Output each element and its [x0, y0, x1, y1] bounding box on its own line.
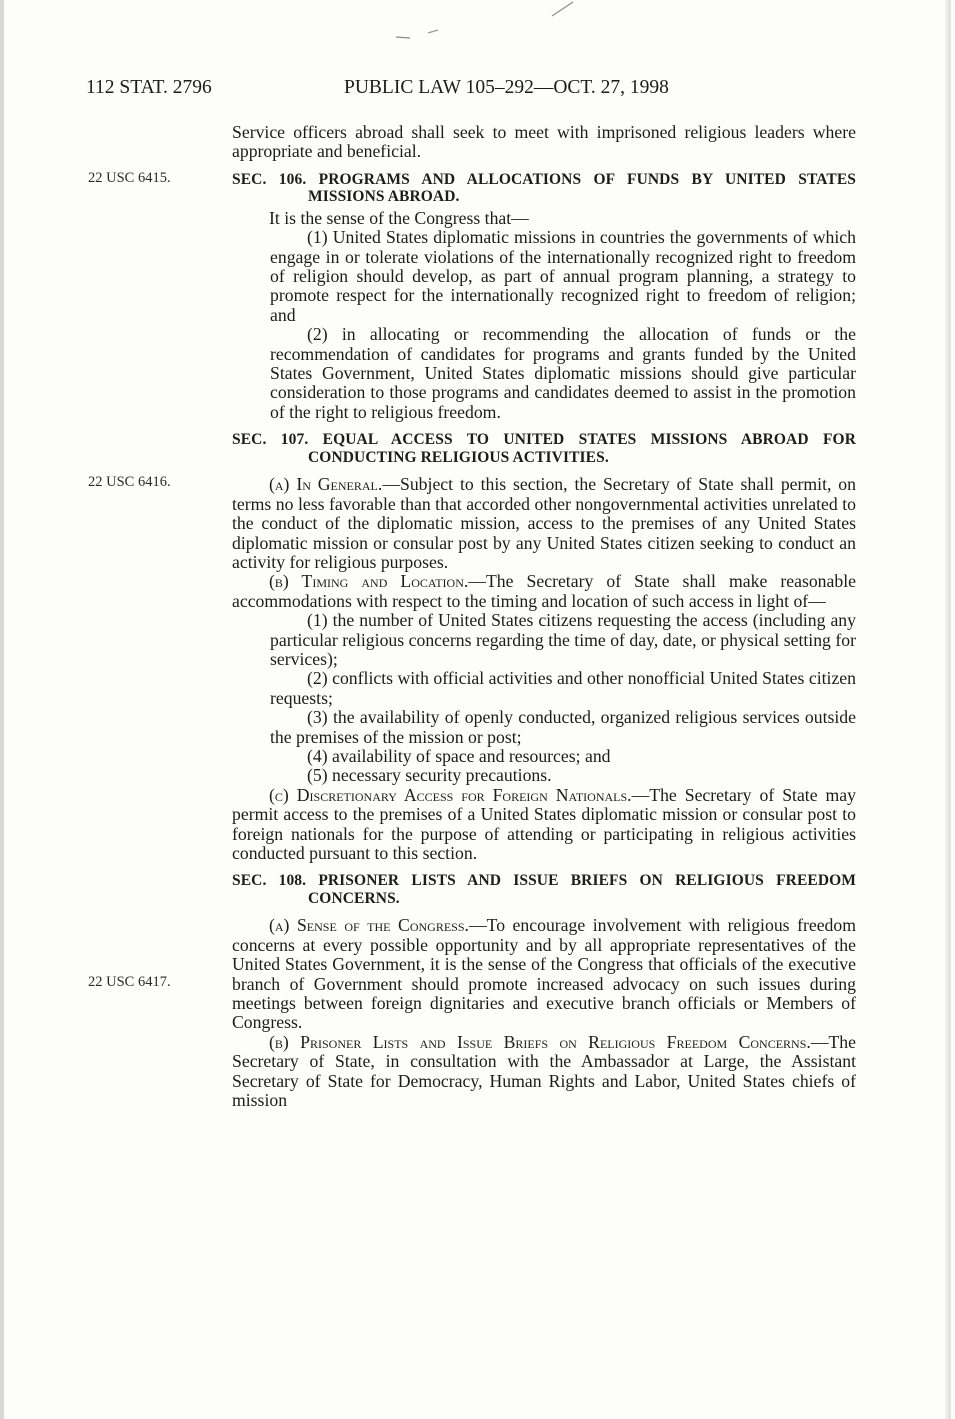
section-106-item-2: (2) in allocating or recommending the allocation of funds or the recommendation of candidates for programs and grants funded by the United States Government, United States diplomatic missions should give particular consideration to those programs and candidates deemed to assist in the promotion of the right to religious freedom. — [270, 324, 856, 422]
section-107-a-label: (a) In General. — [269, 474, 383, 495]
section-107-subsection-b — [232, 572, 856, 611]
section-107-a-text: —Subject to this section, the Secretary of State shall permit, on terms no less favorable than that accorded other nongovernmental activities unrelated to the conduct of the diplomatic mission, access to the premises of any United States diplomatic mission or consular post by any United States citizen seeking to conduct an activity for religious purposes. — [232, 474, 856, 572]
margin-note-usc-6417: 22 USC 6417. — [88, 974, 171, 990]
scan-left-edge — [0, 0, 4, 1419]
section-107-b-text: —The Secretary of State shall make reasonable accommodations with respect to the timing and location of such access in light of— — [232, 571, 856, 611]
law-reference: PUBLIC LAW 105–292—OCT. 27, 1998 — [344, 77, 669, 98]
body-text — [232, 123, 856, 1110]
section-108-heading: SEC. 108. PRISONER LISTS AND ISSUE BRIEFS ON RELIGIOUS FREEDOM CONCERNS. — [232, 872, 856, 907]
section-108-a-label: (a) Sense of the Congress. — [269, 915, 469, 936]
section-108-b-label: (b) Prisoner Lists and Issue Briefs on Religious Freedom Concerns. — [269, 1031, 811, 1052]
section-107-subsection-a — [232, 475, 856, 572]
section-107-c-text: —The Secretary of State may permit access to the premises of a United States diplomatic mission or consular post to foreign nationals for the purpose of attending or participating in religious activities conducted pursuant to this section. — [232, 784, 856, 863]
section-107-b-item-4: (4) availability of space and resources; and — [307, 745, 611, 766]
section-106-item-1: (1) United States diplomatic missions in countries the governments of which engage in or tolerate violations of the internationally recognized right to freedom of religion should develop, as part of annual program planning, a strategy to promote respect for the internationally recognized right to freedom of religion; and — [270, 227, 856, 325]
stat-reference: 112 STAT. 2796 — [86, 77, 212, 98]
section-106-heading: SEC. 106. PROGRAMS AND ALLOCATIONS OF FUNDS BY UNITED STATES MISSIONS ABROAD. — [232, 170, 856, 206]
scan-right-edge — [945, 0, 951, 1419]
section-108-b-text: —The Secretary of State, in consultation with the Ambassador at Large, the Assistant Secretary of State for Democracy, Human Rights and Labor, United States chiefs of mission — [232, 1031, 856, 1111]
scan-mark — [380, 0, 580, 45]
section-108-subsection-b — [232, 1033, 856, 1111]
section-107-b-item-3: (3) the availability of openly conducted, organized religious services outside the premises of the mission or post; — [270, 707, 856, 747]
continuation-paragraph: Service officers abroad shall seek to meet with imprisoned religious leaders where appropriate and beneficial. — [232, 122, 856, 162]
section-107-b-item-2: (2) conflicts with official activities and other nonofficial United States citizen requests; — [270, 668, 856, 708]
section-107-heading: SEC. 107. EQUAL ACCESS TO UNITED STATES MISSIONS ABROAD FOR CONDUCTING RELIGIOUS ACTIVITIES. — [232, 431, 856, 466]
section-106-intro: It is the sense of the Congress that— — [269, 207, 529, 228]
section-108-a-text: —To encourage involvement with religious freedom concerns at every possible opportunity and by all appropriate representatives of the United States Government, it is the sense of the Congress that officials of the executive branch of Government should promote increased advocacy on such issues during meetings between foreign dignitaries and executive branch officials or Members of Congress. — [232, 915, 856, 1033]
section-107-b-item-1: (1) the number of United States citizens requesting the access (including any particular religious concerns regarding the time of day, date, or physical setting for services); — [270, 610, 856, 669]
section-107-c-label: (c) Discretionary Access for Foreign Nationals. — [269, 784, 632, 805]
section-107-b-label: (b) Timing and Location. — [269, 571, 469, 592]
margin-note-usc-6415: 22 USC 6415. — [88, 170, 171, 186]
page-header — [86, 77, 669, 99]
section-107-b-item-5: (5) necessary security precautions. — [307, 765, 552, 786]
section-107-subsection-c — [232, 786, 856, 864]
section-108-subsection-a — [232, 916, 856, 1032]
margin-note-usc-6416: 22 USC 6416. — [88, 474, 171, 490]
